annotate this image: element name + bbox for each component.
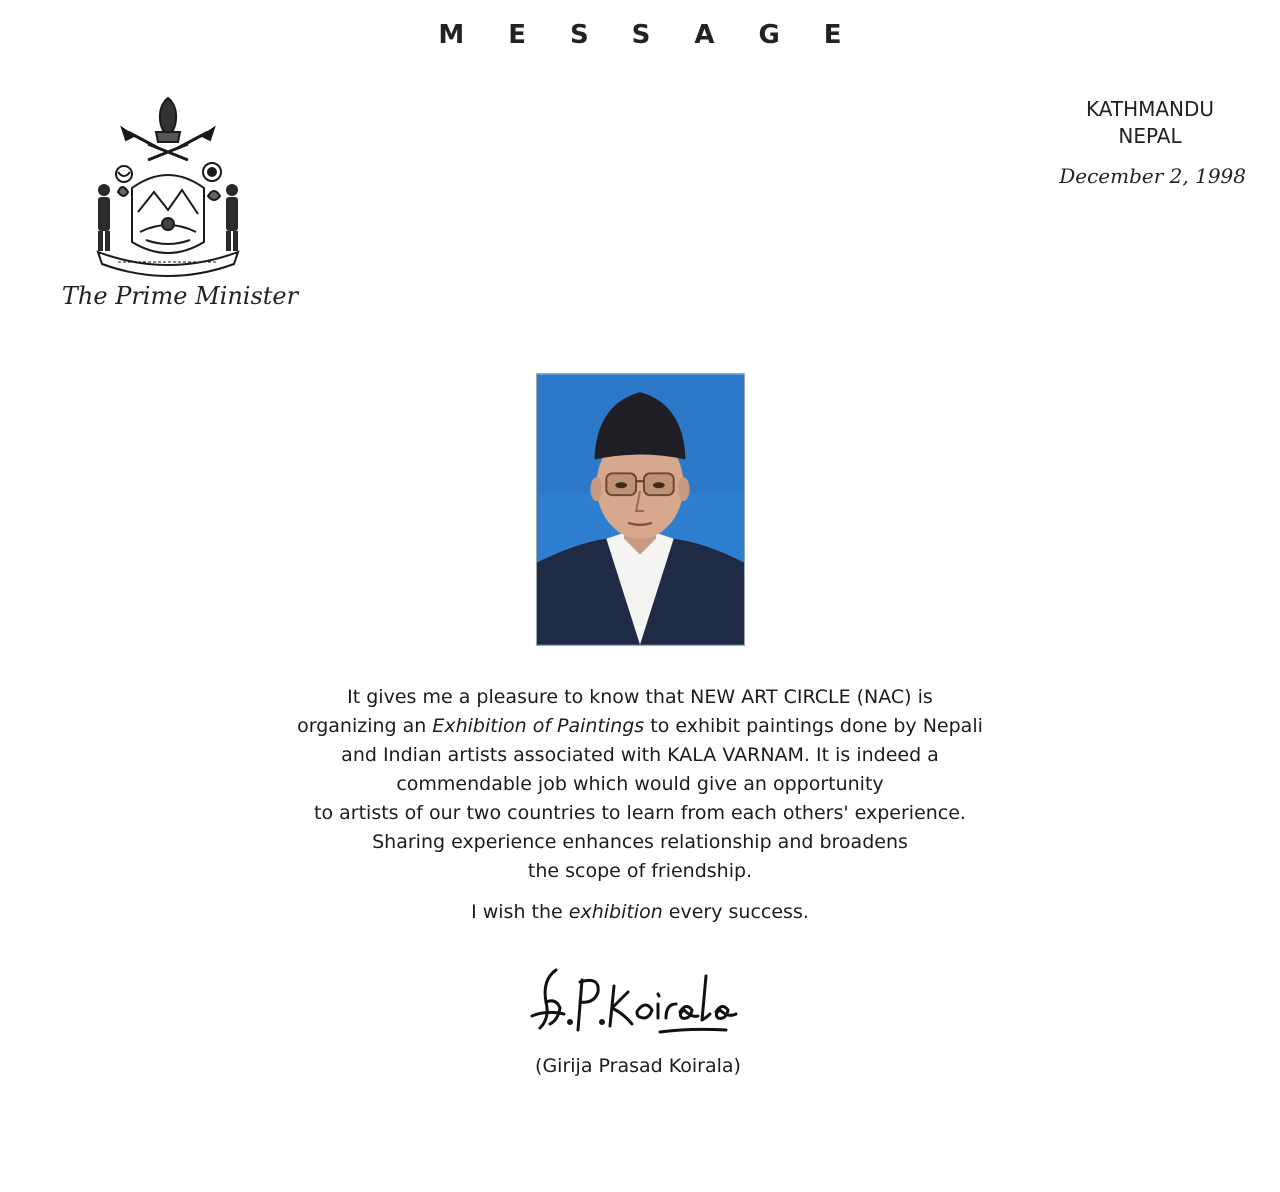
letter-date: December 2, 1998 <box>1059 164 1246 188</box>
portrait-photo-icon <box>536 373 745 646</box>
page-title: MESSAGE <box>438 20 886 50</box>
message-line-2 <box>240 712 1040 741</box>
closing-wish <box>240 898 1040 927</box>
signer-name: (Girija Prasad Koirala) <box>535 1055 741 1077</box>
message-line-6: Sharing experience enhances relationship and broadens <box>372 831 908 853</box>
handwritten-signature-icon <box>520 958 760 1048</box>
message-body <box>240 683 1040 927</box>
location <box>1060 96 1240 150</box>
message-line-2-end: to exhibit paintings done by Nepali <box>644 715 983 737</box>
location-country: NEPAL <box>1118 124 1182 148</box>
nepal-coat-of-arms-icon <box>88 92 248 278</box>
wish-start: I wish the <box>471 901 569 923</box>
message-line-7: the scope of friendship. <box>527 860 753 882</box>
office-title: The Prime Minister <box>61 282 299 310</box>
wish-emphasis: exhibition <box>568 901 663 923</box>
message-line-5: to artists of our two countries to learn from each others' experience. <box>314 802 966 824</box>
location-city: KATHMANDU <box>1085 97 1215 121</box>
message-line-2-start: organizing an <box>297 715 433 737</box>
exhibition-title: Exhibition of Paintings <box>432 715 645 737</box>
message-line-4: commendable job which would give an opportunity <box>396 773 884 795</box>
message-paragraph <box>240 683 1040 886</box>
message-line-3: and Indian artists associated with KALA VARNAM. It is indeed a <box>341 744 939 766</box>
wish-end: every success. <box>662 901 809 923</box>
message-line-1: It gives me a pleasure to know that NEW ART CIRCLE (NAC) is <box>347 686 933 708</box>
